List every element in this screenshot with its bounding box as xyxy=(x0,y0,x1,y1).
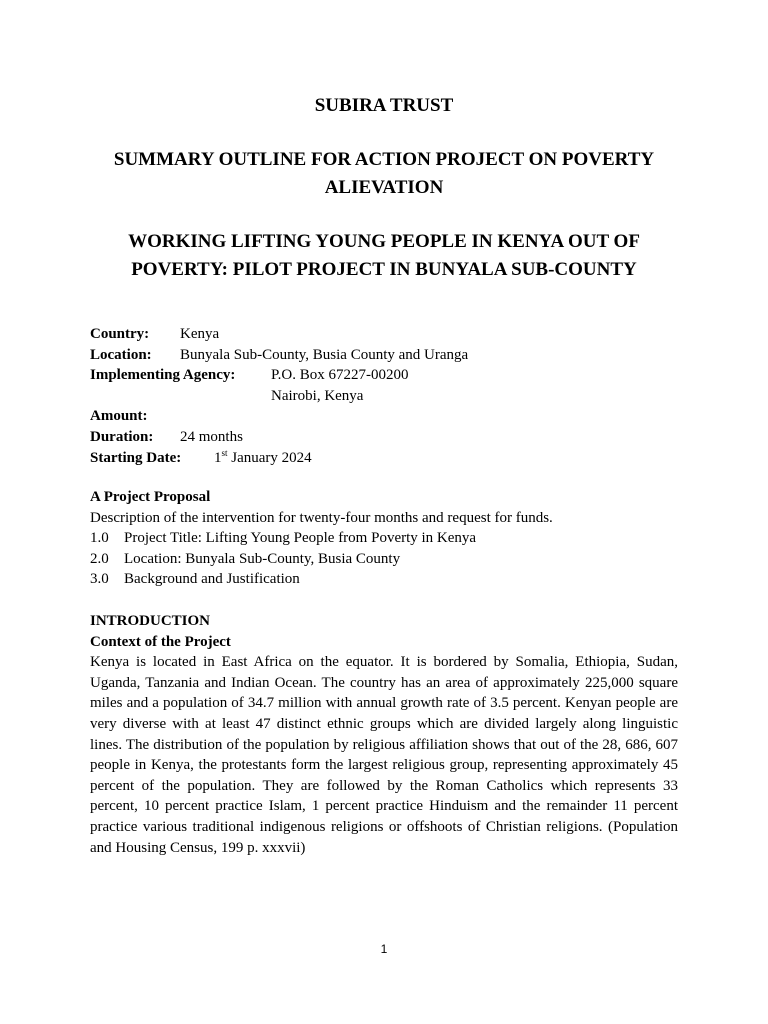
location-row xyxy=(90,345,690,366)
introduction-paragraph: Kenya is located in East Africa on the equator. It is bordered by Somalia, Ethiopia, Sudan, Uganda, Tanzania and Indian Ocean. The country has an area of approximately 225,000 square miles and a population of 34.7 million with annual growth rate of 3.5 percent. Kenyan people are very diverse with at least 47 distinct ethnic groups which are divided largely along linguistic lines. The distribution of the population by religious affiliation shows that out of the 28, 686, 607 people in Kenya, the protestants form the largest religious group, representing approximately 45 percent of the population. They are followed by the Roman Catholics which represents 33 percent, 10 percent practice Islam, 1 percent practice Hinduism and the remainder 11 percent practice various traditional indigenous religions or offshoots of Christian religions. (Population and Housing Census, 199 p. xxxvii) xyxy=(90,654,678,856)
proposal-heading: A Project Proposal xyxy=(90,489,211,505)
country-row xyxy=(90,324,690,345)
amount-label: Amount: xyxy=(90,408,148,425)
duration-row xyxy=(90,427,690,448)
country-label: Country: xyxy=(90,326,150,342)
proposal-section xyxy=(90,487,678,590)
context-subheading: Context of the Project xyxy=(90,633,231,650)
location-value: Bunyala Sub-County, Busia County and Uranga xyxy=(180,346,469,363)
duration-value: 24 months xyxy=(180,428,243,445)
page-number: 1 xyxy=(380,942,388,956)
list-item: 3.0 Background and Justification xyxy=(90,571,300,588)
amount-row xyxy=(90,406,690,427)
agency-value: P.O. Box 67227-00200 xyxy=(271,367,409,384)
location-label: Location: xyxy=(90,346,152,363)
start-date-row xyxy=(90,448,690,469)
agency-value: Nairobi, Kenya xyxy=(271,387,364,404)
start-date-value: 1st January 2024 xyxy=(214,447,312,466)
country-value: Kenya xyxy=(180,326,220,342)
list-item: 1.0 Project Title: Lifting Young People from Poverty in Kenya xyxy=(90,530,477,547)
summary-title xyxy=(90,146,678,202)
project-title-line: WORKING LIFTING YOUNG PEOPLE IN KENYA OUT OF xyxy=(128,231,640,252)
agency-row xyxy=(90,365,690,386)
start-date-label: Starting Date: xyxy=(90,449,182,466)
proposal-description: Description of the intervention for twenty-four months and request for funds. xyxy=(90,509,553,526)
introduction-section xyxy=(90,611,678,858)
introduction-heading: INTRODUCTION xyxy=(90,613,211,629)
summary-title-line: SUMMARY OUTLINE FOR ACTION PROJECT ON POVERTY xyxy=(113,149,655,170)
agency-label: Implementing Agency: xyxy=(90,367,236,384)
list-item: 2.0 Location: Bunyala Sub-County, Busia County xyxy=(90,550,401,567)
project-details xyxy=(90,324,690,468)
summary-title-line: ALIEVATION xyxy=(324,177,444,198)
project-title-line: POVERTY: PILOT PROJECT IN BUNYALA SUB-COUNTY xyxy=(131,259,637,280)
agency-row-2 xyxy=(90,386,690,407)
project-title xyxy=(90,228,678,284)
org-title: SUBIRA TRUST xyxy=(314,95,454,116)
duration-label: Duration: xyxy=(90,428,154,445)
